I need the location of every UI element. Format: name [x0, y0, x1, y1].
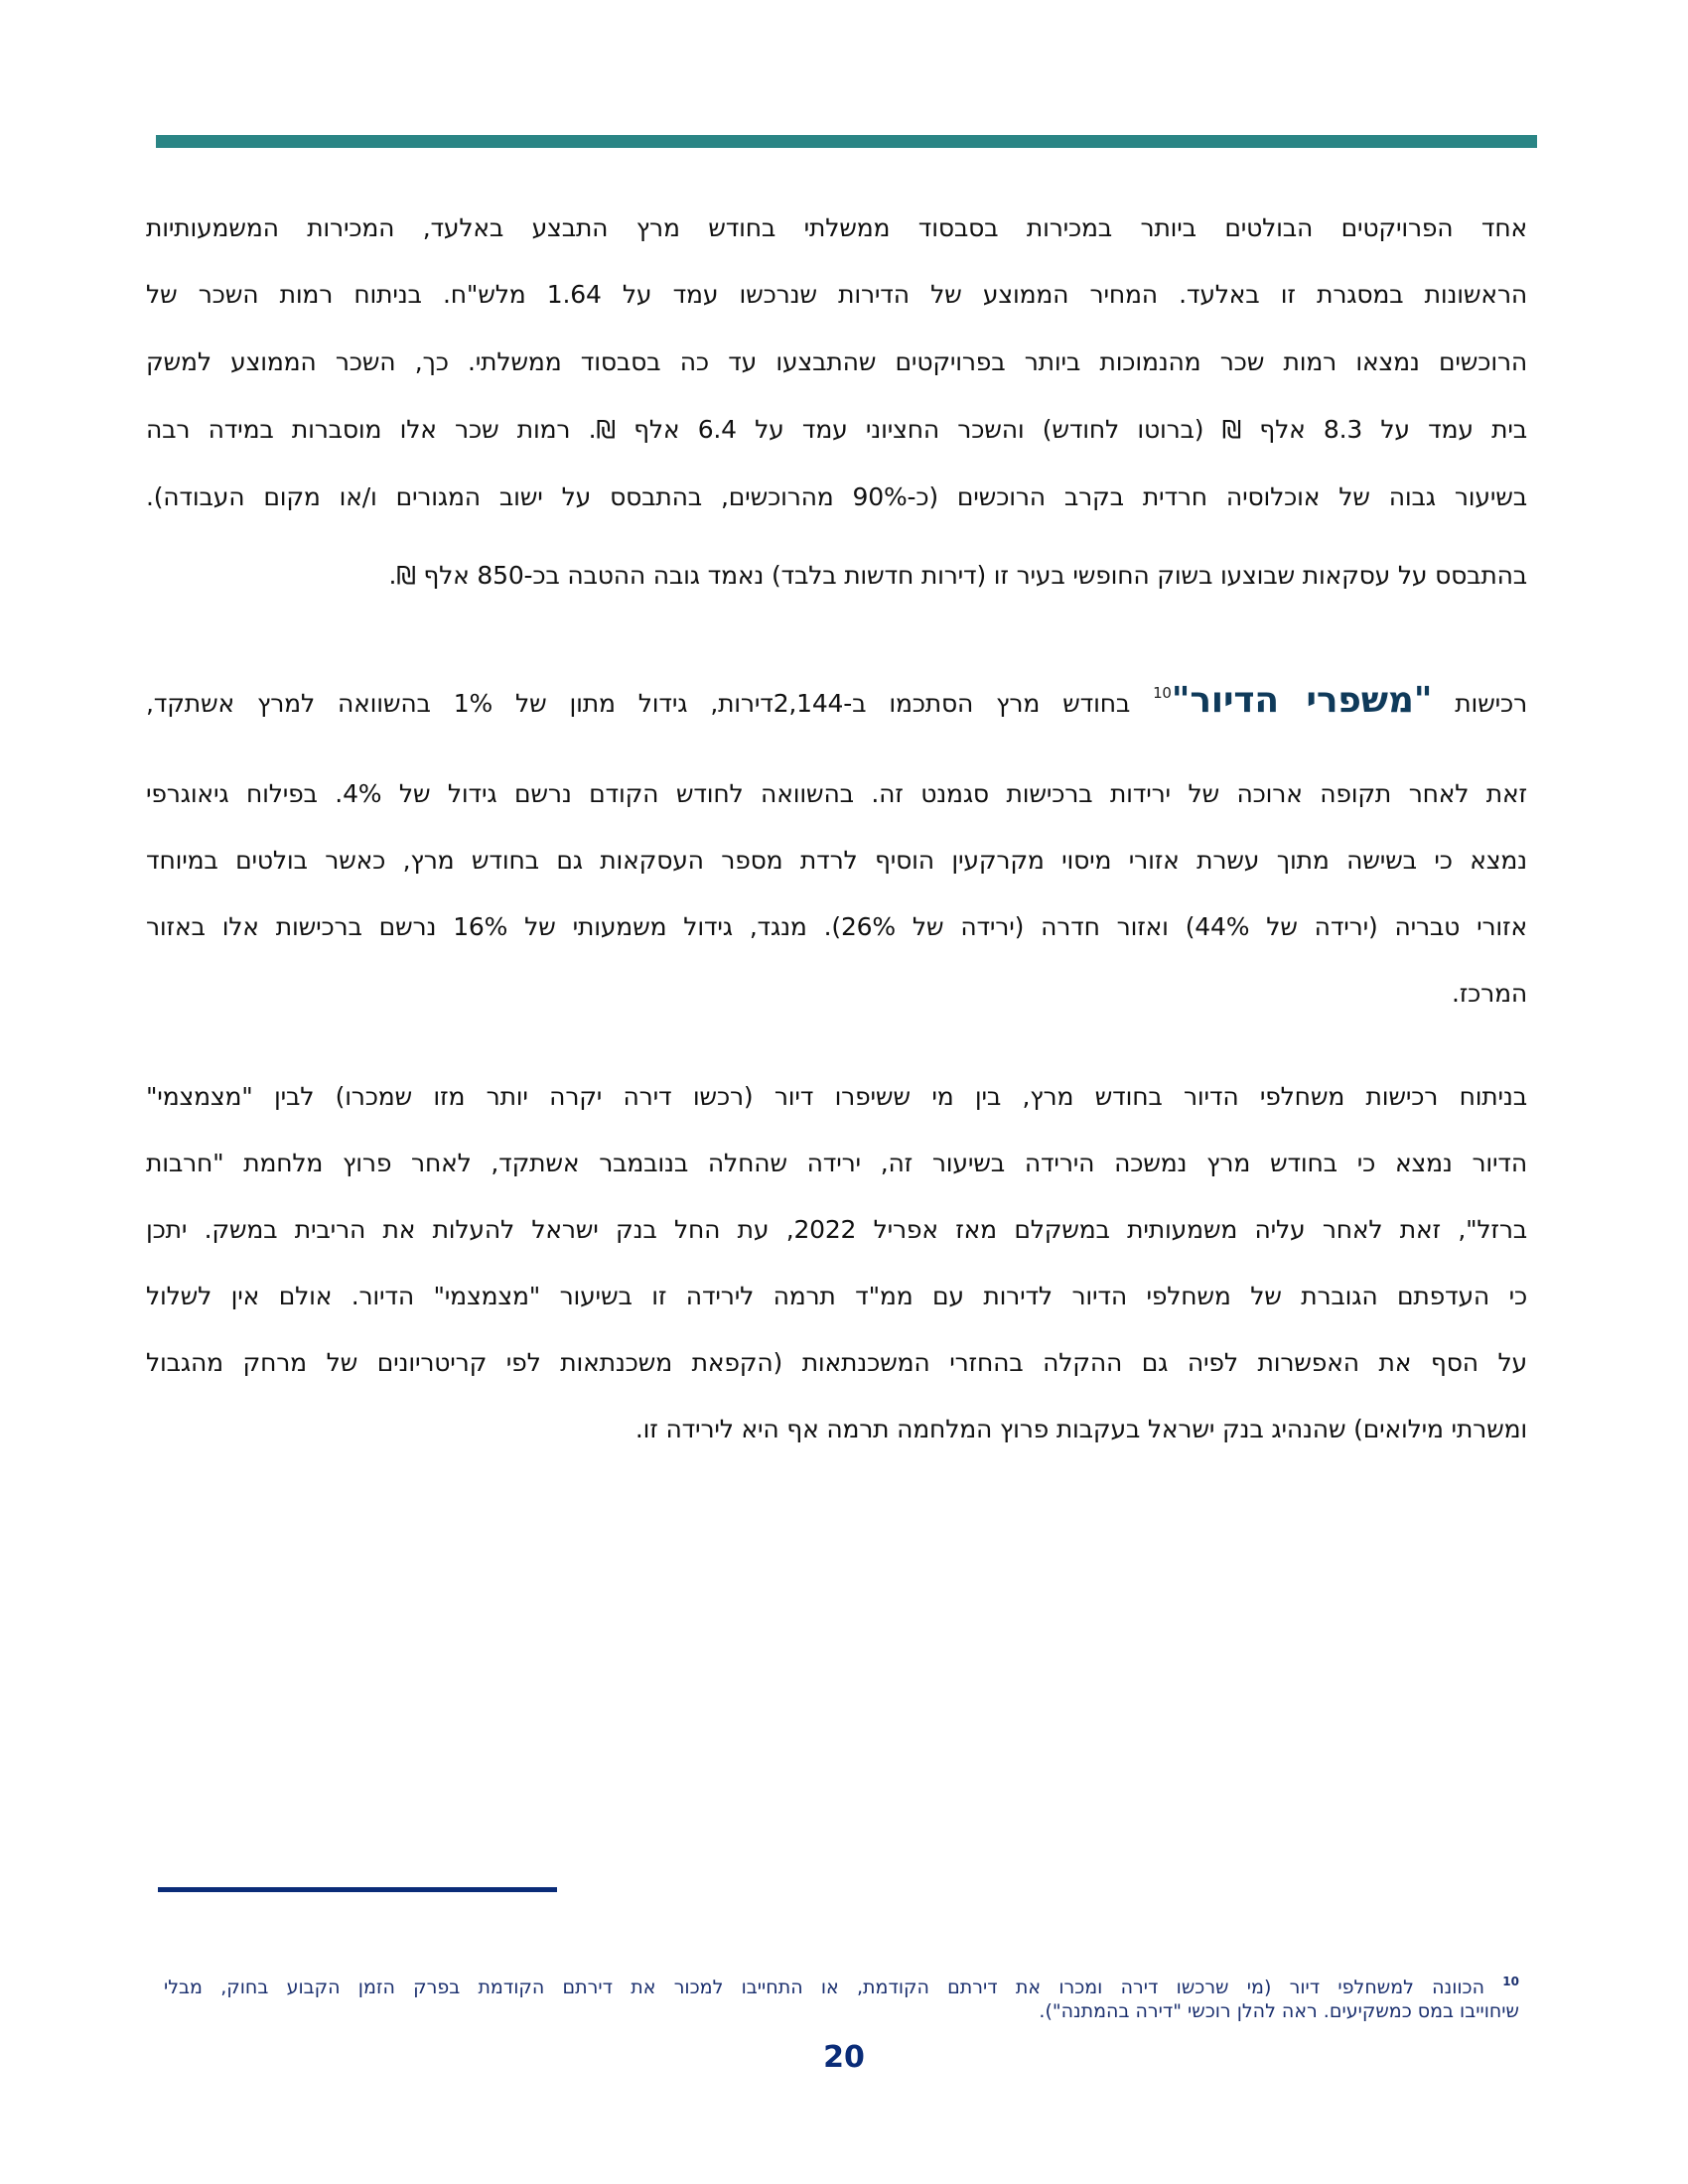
paragraph-line: בניתוח רכישות משחלפי הדיור בחודש מרץ, בין מי ששיפרו דיור (רכשו דירה יקרה יותר מזו שמכרו) לבין "מצמצמי" — [146, 1082, 1527, 1111]
section-heading-line — [146, 665, 1527, 721]
paragraph-line: בהתבסס על עסקאות שבוצעו בשוק החופשי בעיר זו (דירות חדשות בלבד) נאמד גובה ההטבה בכ-850 אלף ₪. — [388, 561, 1527, 590]
paragraph-line: נמצא כי בשישה מתוך עשרת אזורי מיסוי מקרקעין הוסיף לרדת מספר העסקאות גם בחודש מרץ, כאשר בולטים במיוחד — [146, 846, 1527, 875]
paragraph-line: הרוכשים נמצאו רמות שכר מהנמוכות ביותר בפרויקטים שהתבצעו עד כה בסבסוד ממשלתי. כך, השכר הממוצע למשק — [146, 347, 1527, 376]
heading-prefix: רכישות — [1432, 689, 1527, 718]
paragraph-line: על הסף את האפשרות לפיה גם ההקלה בהחזרי המשכנתאות (הקפאת משכנתאות לפי קריטריונים של מרחק מהגבול — [146, 1348, 1527, 1377]
paragraph-line: הדיור נמצא כי בחודש מרץ נמשכה הירידה בשיעור זה, ירידה שהחלה בנובמבר אשתקד, לאחר פרוץ מלחמת "חרבות — [146, 1149, 1527, 1177]
paragraph-line: המרכז. — [1451, 979, 1527, 1008]
footnote-text: הכוונה למשחלפי דיור (מי שרכשו דירה ומכרו את דירתם הקודמת, או התחייבו למכור את דירתם הקודמת בפרק הזמן הקבוע בחוק, מבלי — [164, 1977, 1485, 1998]
footnote-separator — [158, 1887, 557, 1892]
header-rule — [156, 135, 1537, 148]
section-heading-emphasis: "משפרי הדיור" — [1171, 680, 1433, 721]
paragraph-line: הראשונות במסגרת זו באלעד. המחיר הממוצע של הדירות שנרכשו עמד על 1.64 מלש"ח. בניתוח רמות השכר של — [146, 280, 1527, 309]
footnote-number: 10 — [1502, 1975, 1519, 1988]
paragraph-line: כי העדפתם הגוברת של משחלפי הדיור לדירות עם ממ"ד תרמה לירידה זו בשיעור "מצמצמי" הדיור. אולם אין לשלול — [146, 1282, 1527, 1310]
footnote-line: שיחוייבו במס כמשקיעים. ראה להלן רוכשי "דירה בהמתנה"). — [1039, 2000, 1519, 2022]
paragraph-line: בשיעור גבוה של אוכלוסיה חרדית בקרב הרוכשים (כ-90% מהרוכשים, בהתבסס על ישוב המגורים ו/או מקום העבודה). — [146, 482, 1527, 511]
paragraph-line: אזורי טבריה (ירידה של 44%) ואזור חדרה (ירידה של 26%). מנגד, גידול משמעותי של 16% נרשם ברכישות אלו באזור — [146, 912, 1527, 941]
paragraph-line: אחד הפרויקטים הבולטים ביותר במכירות בסבסוד ממשלתי בחודש מרץ התבצע באלעד, המכירות המשמעותיות — [146, 213, 1527, 242]
footnote-reference[interactable]: 10 — [1153, 684, 1172, 702]
paragraph-line: ומשרתי מילואים) שהנהיג בנק ישראל בעקבות פרוץ המלחמה תרמה אף היא לירידה זו. — [634, 1415, 1527, 1443]
footnote-line — [164, 1968, 1519, 1998]
paragraph-line: בית עמד על 8.3 אלף ₪ (ברוטו לחודש) והשכר החציוני עמד על 6.4 אלף ₪. רמות שכר אלו מוסברות במידה רבה — [146, 415, 1527, 444]
paragraph-line: ברזל", זאת לאחר עליה משמעותית במשקלם מאז אפריל 2022, עת החל בנק ישראל להעלות את הריבית במשק. יתכן — [146, 1215, 1527, 1244]
paragraph-line: זאת לאחר תקופה ארוכה של ירידות ברכישות סגמנט זה. בהשוואה לחודש הקודם נרשם גידול של 4%. בפילוח גיאוגרפי — [146, 779, 1527, 808]
page-number: 20 — [823, 2040, 865, 2075]
heading-rest: בחודש מרץ הסתכמו ב-2,144דירות, גידול מתון של 1% בהשוואה למרץ אשתקד, — [146, 689, 1154, 718]
